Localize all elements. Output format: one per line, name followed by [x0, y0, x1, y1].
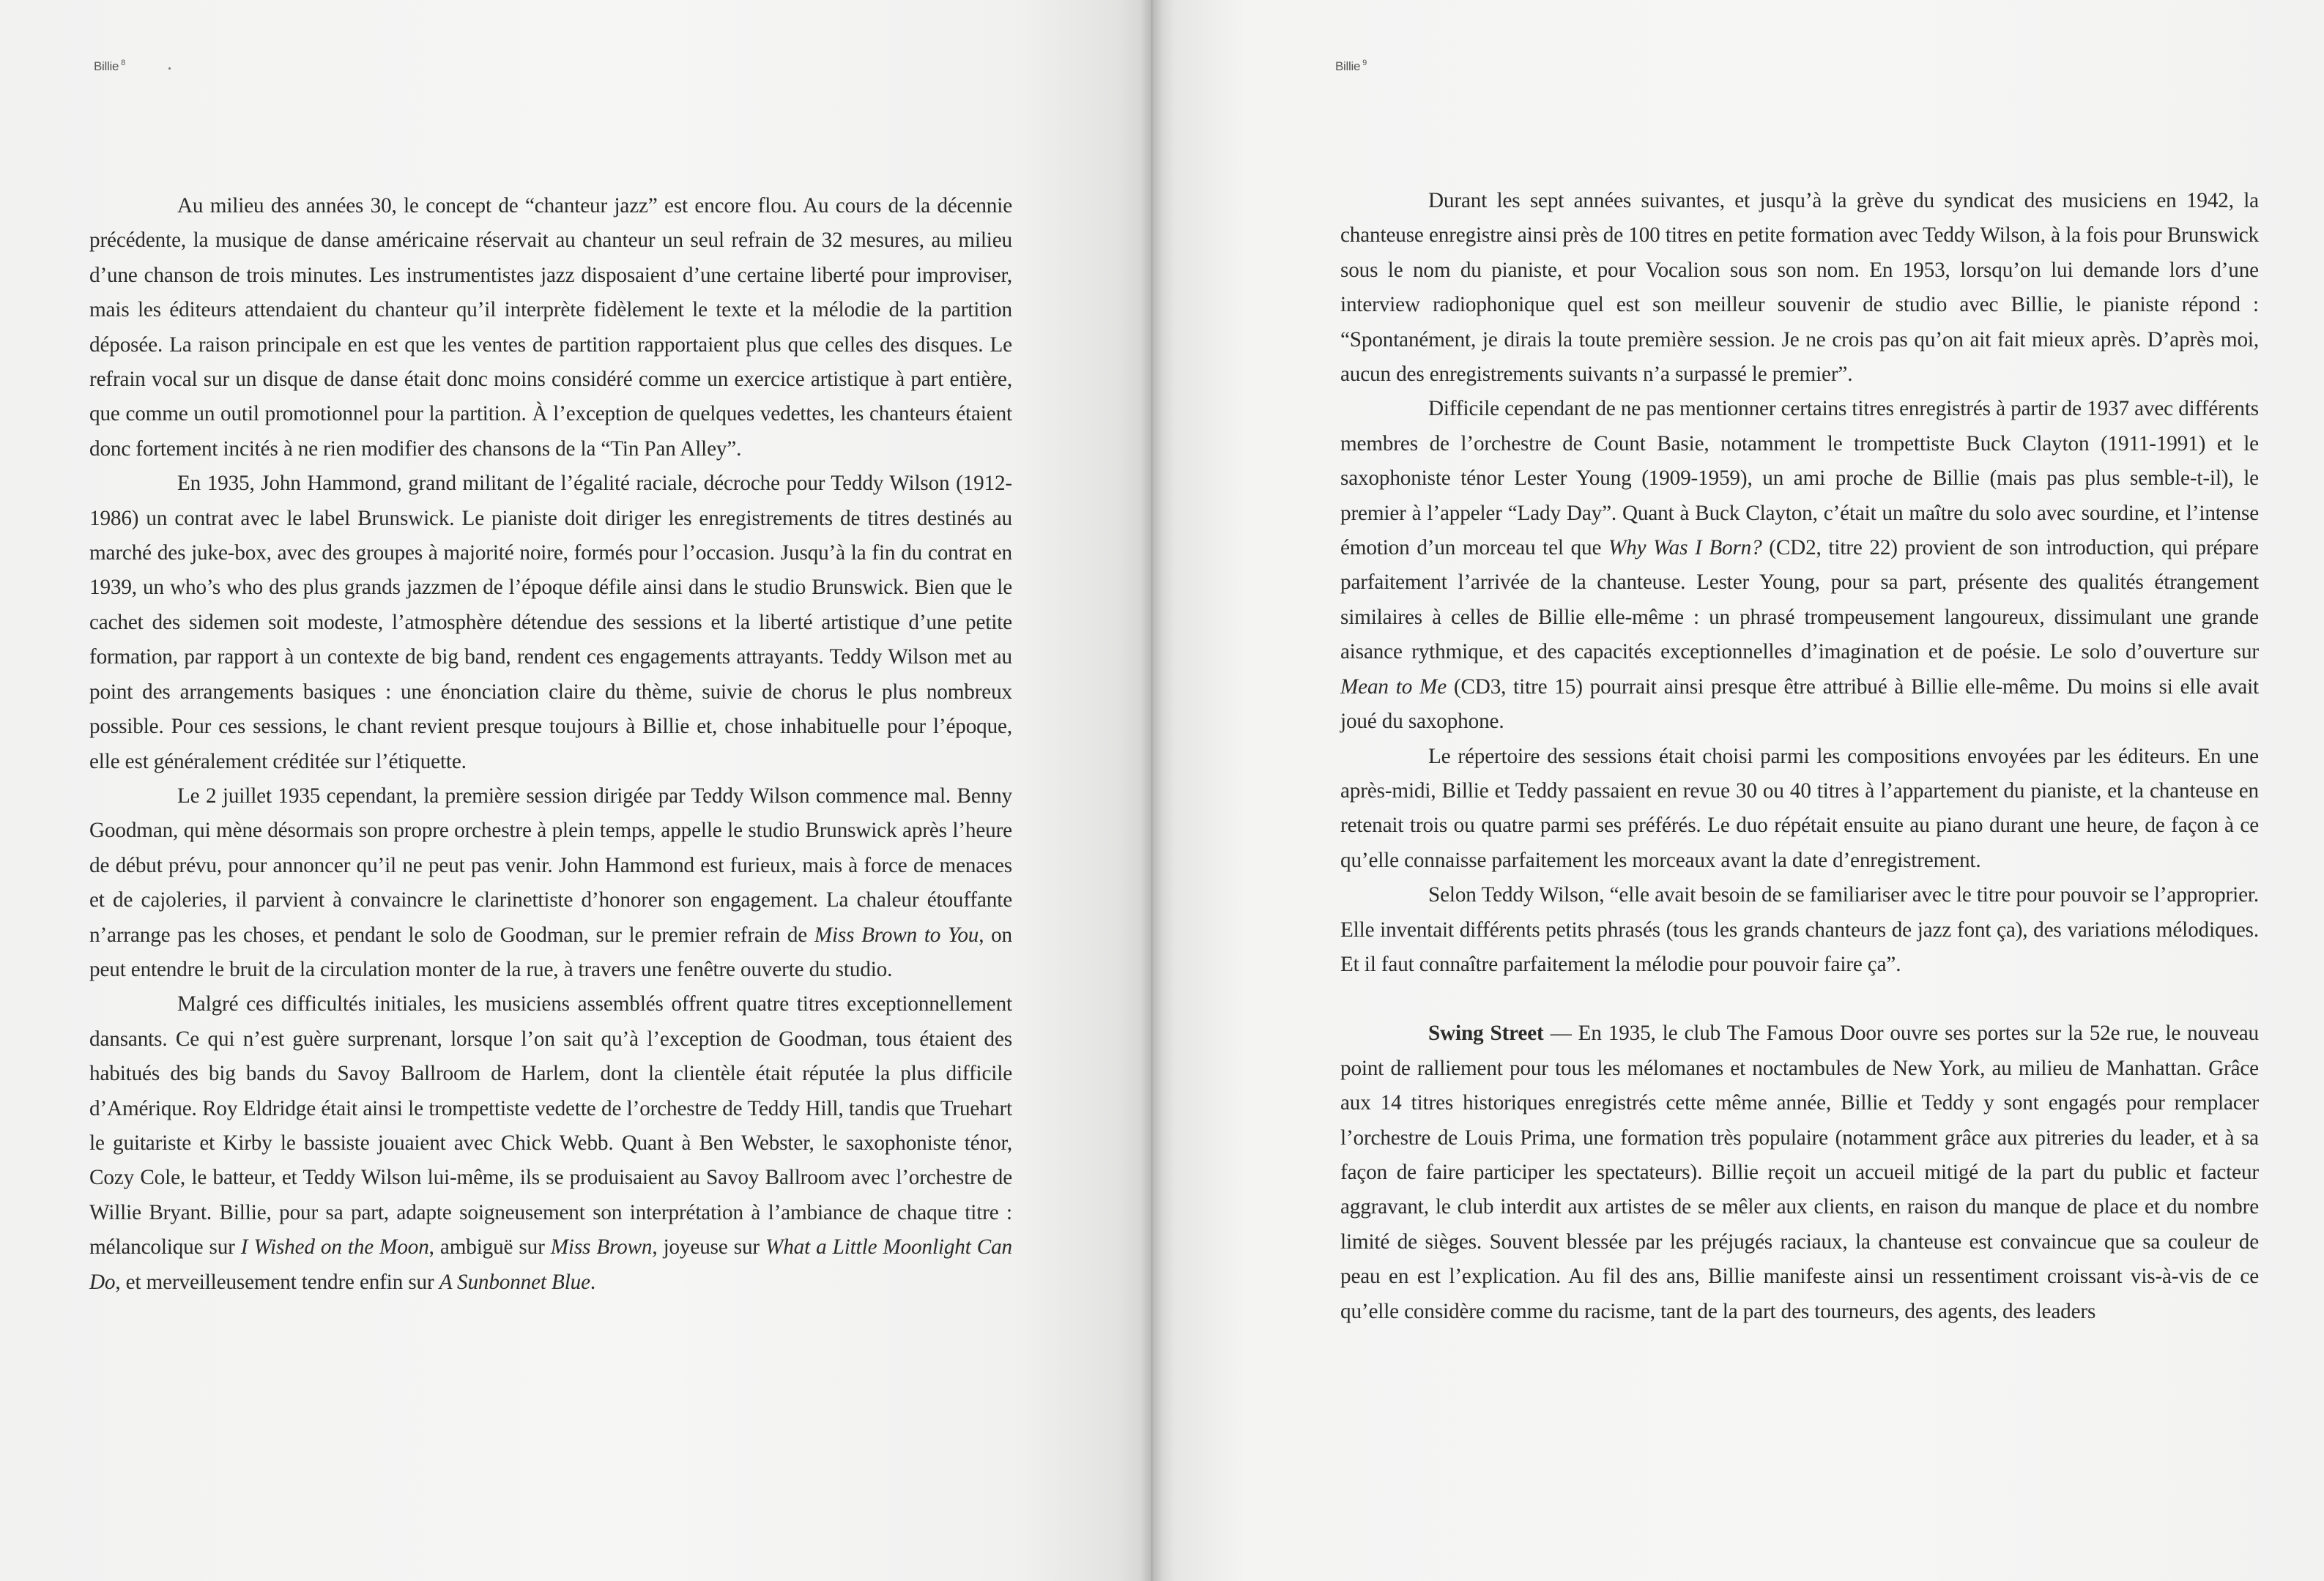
section-title: Swing Street — [1428, 1022, 1544, 1046]
paragraph — [89, 779, 1012, 987]
paragraph-text: Durant les sept années suivantes, et jusqu’à la grève du syndicat des musiciens en 1942, la chanteuse enregistre ainsi près de 100 titres en petite formation avec Teddy Wilson, à la fois pour Brunswick sous le nom du pianiste, et pour Vocalion sous son nom. En 1953, lorsqu’on lui demande lors d’une interview radiophonique quel est son meilleur souvenir de studio avec Billie, le pianiste répond : “Spontanément, je dirais la toute première session. Je ne crois pas qu’on ait fait mieux après. D’après moi, aucun des enregistrements suivants n’a surpassé le premier”. — [1340, 189, 2259, 387]
paragraph — [1340, 392, 2259, 739]
paragraph-text: — En 1935, le club The Famous Door ouvre ses portes sur la 52e rue, le nouveau point de ralliement pour tous les mélomanes et noctambules de New York, au milieu de Manhattan. Grâce aux 14 titres historiques enregistrés cette même année, Billie et Teddy y sont engagés pour remplacer l’orchestre de Louis Prima, une formation très populaire (notamment grâce aux pitreries du leader, et à sa façon de faire participer les spectateurs). Billie reçoit un accueil mitigé de la part du public et facteur aggravant, le club interdit aux artistes de se mêler aux clients, en raison du manque de place et du nombre limité de sièges. Souvent blessée par les préjugés raciaux, la chanteuse est convaincue que sa couleur de peau en est l’explication. Au fil des ans, Billie manifeste ainsi un ressentiment croissant vis-à-vis de ce qu’elle considère comme du racisme, tant de la part des tourneurs, des agents, des leaders — [1340, 1022, 2259, 1323]
right-page-number: 9 — [1362, 59, 1367, 67]
left-running-head — [94, 59, 125, 74]
right-text-column — [1340, 184, 2259, 1329]
paragraph — [89, 466, 1012, 779]
song-title: What a Little Moonlight Can Do — [89, 1235, 1012, 1294]
paragraph-text: , ambiguë sur — [428, 1235, 551, 1260]
paragraph — [1340, 740, 2259, 879]
song-title: Miss Brown to You — [814, 923, 979, 947]
paragraph-text: , on peut entendre le bruit de la circulation monter de la rue, à travers une fenêtre ouverte du studio. — [89, 923, 1013, 981]
paragraph-text: , et merveilleusement tendre enfin sur — [115, 1270, 439, 1294]
paragraph — [89, 189, 1012, 466]
paragraph-text: Le répertoire des sessions était choisi parmi les compositions envoyées par les éditeurs. En une après-midi, Billie et Teddy passaient en revue 30 ou 40 titres à l’appartement du pianiste, et la chanteuse en retenait trois ou quatre parmi ses préférés. Le duo répétait ensuite au piano durant une heure, de façon à ce qu’elle connaisse parfaitement les morceaux avant la date d’enregistrement. — [1340, 744, 2259, 872]
paragraph — [89, 987, 1012, 1300]
paragraph-text: , joyeuse sur — [652, 1235, 766, 1260]
paragraph-text: (CD2, titre 22) provient de son introduction, qui prépare parfaitement l’arrivée de la chanteuse. Lester Young, pour sa part, présente des qualités étrangement similaires à celles de Billie elle-même : un phrasé trompeusement langoureux, dissimulant une grande aisance rythmique, et des capacités exceptionnelles d’imagination et de poésie. Le solo d’ouverture sur — [1340, 536, 2259, 664]
left-page-number: 8 — [121, 59, 125, 67]
paragraph-text: Selon Teddy Wilson, “elle avait besoin de se familiariser avec le titre pour pouvoir se l’approprier. Elle inventait différents petits phrasés (tous les grands chanteurs de jazz font ça), des variations mélodiques. Et il faut connaître parfaitement la mélodie pour pouvoir faire ça”. — [1340, 883, 2259, 976]
book-gutter — [1140, 0, 1163, 1581]
left-running-head-title: Billie — [94, 59, 119, 73]
song-title: A Sunbonnet Blue — [439, 1270, 590, 1294]
paragraph-text: Difficile cependant de ne pas mentionner certains titres enregistrés à partir de 1937 avec différents membres de l’orchestre de Count Basie, notamment le trompettiste Buck Clayton (1911-1991) et le saxophoniste ténor Lester Young (1909-1959), un ami proche de Billie (mais pas plus semble-t-il), le premier à l’appeler “Lady Day”. Quant à Buck Clayton, c’était un maître du solo avec sourdine, et l’intense émotion d’un morceau tel que — [1340, 397, 2259, 560]
paragraph — [1340, 184, 2259, 392]
right-running-head — [1335, 59, 1367, 74]
song-title: I Wished on the Moon — [240, 1235, 429, 1260]
left-text-column — [89, 189, 1012, 1300]
paragraph-text: Au milieu des années 30, le concept de “chanteur jazz” est encore flou. Au cours de la décennie précédente, la musique de danse américaine réservait au chanteur un seul refrain de 32 mesures, au milieu d’une chanson de trois minutes. Les instrumentistes jazz disposaient d’une certaine liberté pour improviser, mais les éditeurs attendaient du chanteur qu’il interprète fidèlement le texte et la mélodie de la partition déposée. La raison principale en est que les ventes de partition rapportaient plus que celles des disques. Le refrain vocal sur un disque de danse était donc moins considéré comme un exercice artistique à part entière, que comme un outil promotionnel pour la partition. À l’exception de quelques vedettes, les chanteurs étaient donc fortement incités à ne rien modifier des chansons de la “Tin Pan Alley”. — [89, 194, 1012, 461]
paragraph-text: Malgré ces difficultés initiales, les musiciens assemblés offrent quatre titres exceptionnellement dansants. Ce qui n’est guère surprenant, lorsque l’on sait qu’à l’exception de Goodman, tous étaient des habitués des big bands du Savoy Ballroom de Harlem, dont la clientèle était réputée la plus difficile d’Amérique. Roy Eldridge était ainsi le trompettiste vedette de l’orchestre de Teddy Hill, tandis que Truehart le guitariste et Kirby le bassiste jouaient avec Chick Webb. Quant à Ben Webster, le saxophoniste ténor, Cozy Cole, le batteur, et Teddy Wilson lui-même, ils se produisaient au Savoy Ballroom avec l’orchestre de Willie Bryant. Billie, pour sa part, adapte soigneusement son interprétation à l’ambiance de chaque titre : mélancolique sur — [89, 992, 1012, 1260]
section-gap — [1340, 982, 2259, 1016]
paragraph-text: En 1935, John Hammond, grand militant de l’égalité raciale, décroche pour Teddy Wilson (1912-1986) un contrat avec le label Brunswick. Le pianiste doit diriger les enregistrements de titres destinés au marché des juke-box, avec des groupes à majorité noire, formés pour l’occasion. Jusqu’à la fin du contrat en 1939, un who’s who des plus grands jazzmen de l’époque défile ainsi dans le studio Brunswick. Bien que le cachet des sidemen soit modeste, l’atmosphère détendue des sessions et la liberté artistique d’une petite formation, par rapport à un contexte de big band, rendent ces engagements attrayants. Teddy Wilson met au point des arrangements basiques : une énonciation claire du thème, suivie de chorus le plus nombreux possible. Pour ces sessions, le chant revient presque toujours à Billie et, chose inhabituelle pour l’époque, elle est généralement créditée sur l’étiquette. — [89, 472, 1012, 773]
song-title: Miss Brown — [550, 1235, 653, 1260]
paragraph — [1340, 1016, 2259, 1329]
paragraph — [1340, 878, 2259, 982]
song-title: Why Was I Born? — [1608, 536, 1762, 560]
paragraph-text: . — [590, 1270, 596, 1294]
right-page — [1151, 0, 2324, 1581]
stray-dot — [168, 67, 171, 70]
song-title: Mean to Me — [1340, 674, 1447, 699]
paragraph-text: (CD3, titre 15) pourrait ainsi presque être attribué à Billie elle-même. Du moins si elle avait joué du saxophone. — [1340, 674, 2259, 734]
right-running-head-title: Billie — [1335, 59, 1361, 73]
left-page — [0, 0, 1151, 1581]
paragraph-text: Le 2 juillet 1935 cependant, la première session dirigée par Teddy Wilson commence mal. Benny Goodman, qui mène désormais son propre orchestre à plein temps, appelle le studio Brunswick après l’heure de début prévu, pour annoncer qu’il ne peut pas venir. John Hammond est furieux, mais à force de menaces et de cajoleries, il parvient à convaincre le clarinettiste d’honorer son engagement. La chaleur étouffante n’arrange pas les choses, et pendant le solo de Goodman, sur le premier refrain de — [89, 784, 1012, 947]
